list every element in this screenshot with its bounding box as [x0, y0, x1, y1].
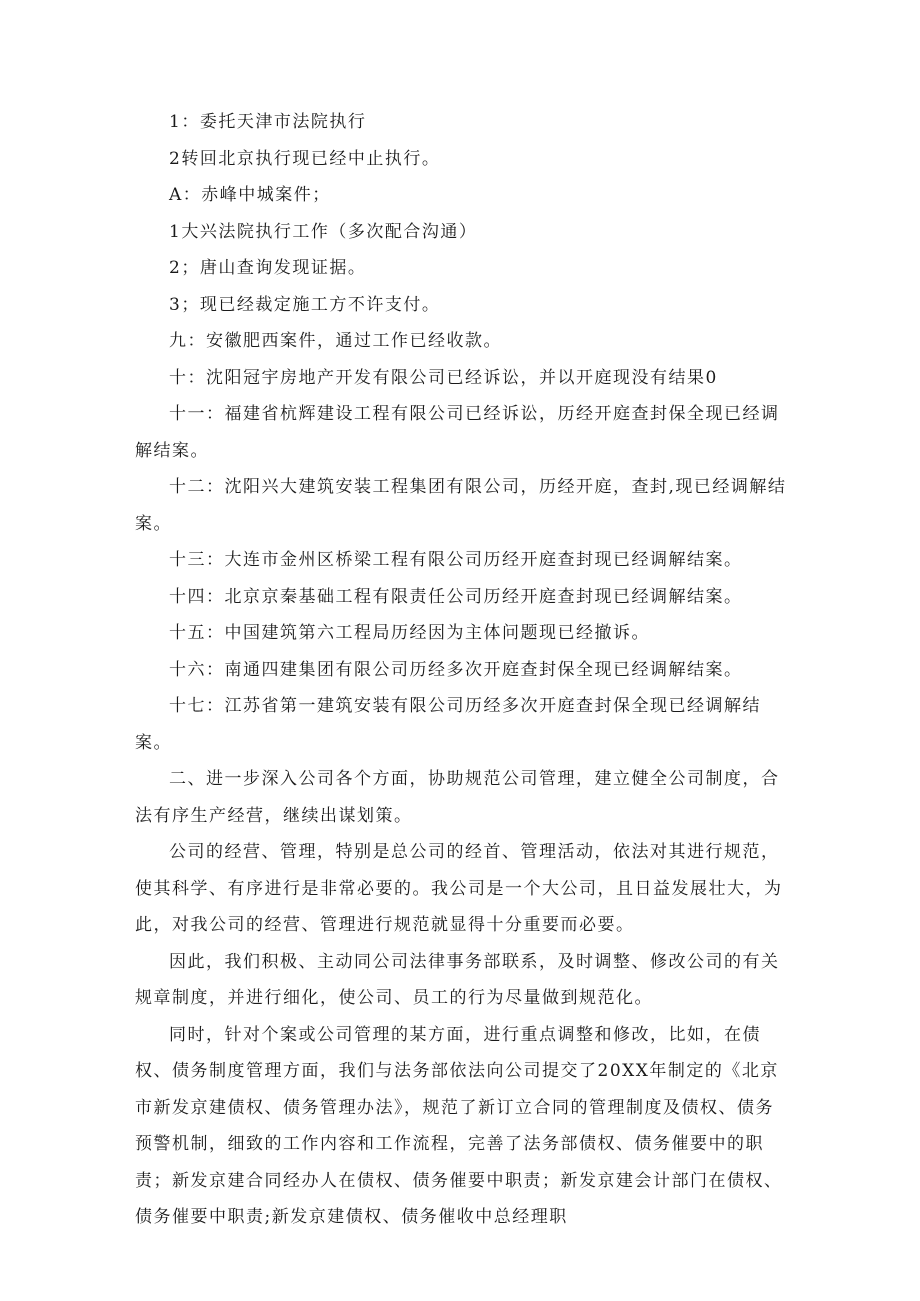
- document-body: [135, 104, 790, 1236]
- paragraph: 公司的经营、管理，特别是总公司的经首、管理活动，依法对其进行规范，使其科学、有序进行是非常必要的。我公司是一个大公司，且日益发展壮大，为此，对我公司的经营、管理进行规范就显得十分重要而必要。: [135, 842, 783, 935]
- paragraph: 十一：福建省杭辉建设工程有限公司已经诉讼，历经开庭查封保全现已经调解结案。: [135, 404, 780, 461]
- paragraph: 2转回北京执行现已经中止执行。: [169, 148, 441, 169]
- paragraph: 九：安徽肥西案件，通过工作已经收款。: [169, 331, 502, 351]
- paragraph: 同时，针对个案或公司管理的某方面，进行重点调整和修改，比如，在债权、债务制度管理方面，我们与法务部依法向公司提交了20XX年制定的《北京市新发京建债权、债务管理办法》，规范了新订立合同的管理制度及债权、债务预警机制，细致的工作内容和工作流程，完善了法务部债权、债务催要中的职责；新发京建合同经办人在债权、债务催要中职责；新发京建会计部门在债权、债务催要中职责;新发京建债权、债务催收中总经理职: [135, 1024, 783, 1227]
- paragraph: 十：沈阳冠宇房地产开发有限公司已经诉讼，并以开庭现没有结果0: [169, 367, 718, 388]
- paragraph: 3；现已经裁定施工方不许支付。: [169, 294, 441, 315]
- paragraph: 十六：南通四建集团有限公司历经多次开庭查封保全现已经调解结案。: [169, 659, 743, 680]
- paragraph: 1：委托天津市法院执行: [169, 112, 367, 132]
- paragraph: 二、进一步深入公司各个方面，协助规范公司管理，建立健全公司制度，合法有序生产经营，继续出谋划策。: [135, 769, 780, 826]
- paragraph: 十三：大连市金州区桥梁工程有限公司历经开庭查封现已经调解结案。: [169, 550, 743, 570]
- paragraph: 因此，我们积极、主动同公司法律事务部联系，及时调整、修改公司的有关规章制度，并进行细化，使公司、员工的行为尽量做到规范化。: [135, 951, 780, 1008]
- paragraph: 十二：沈阳兴大建筑安装工程集团有限公司，历经开庭，查封,现已经调解结案。: [135, 477, 787, 534]
- paragraph: 十四：北京京秦基础工程有限责任公司历经开庭查封现已经调解结案。: [169, 586, 743, 607]
- paragraph: 1大兴法院执行工作（多次配合沟通）: [169, 221, 478, 242]
- paragraph: 十七：江苏省第一建筑安装有限公司历经多次开庭查封保全现已经调解结案。: [135, 696, 761, 753]
- paragraph: 2；唐山查询发现证据。: [169, 258, 367, 278]
- paragraph: A：赤峰中城案件；: [169, 185, 331, 205]
- paragraph: 十五：中国建筑第六工程局历经因为主体问题现已经撤诉。: [169, 623, 650, 643]
